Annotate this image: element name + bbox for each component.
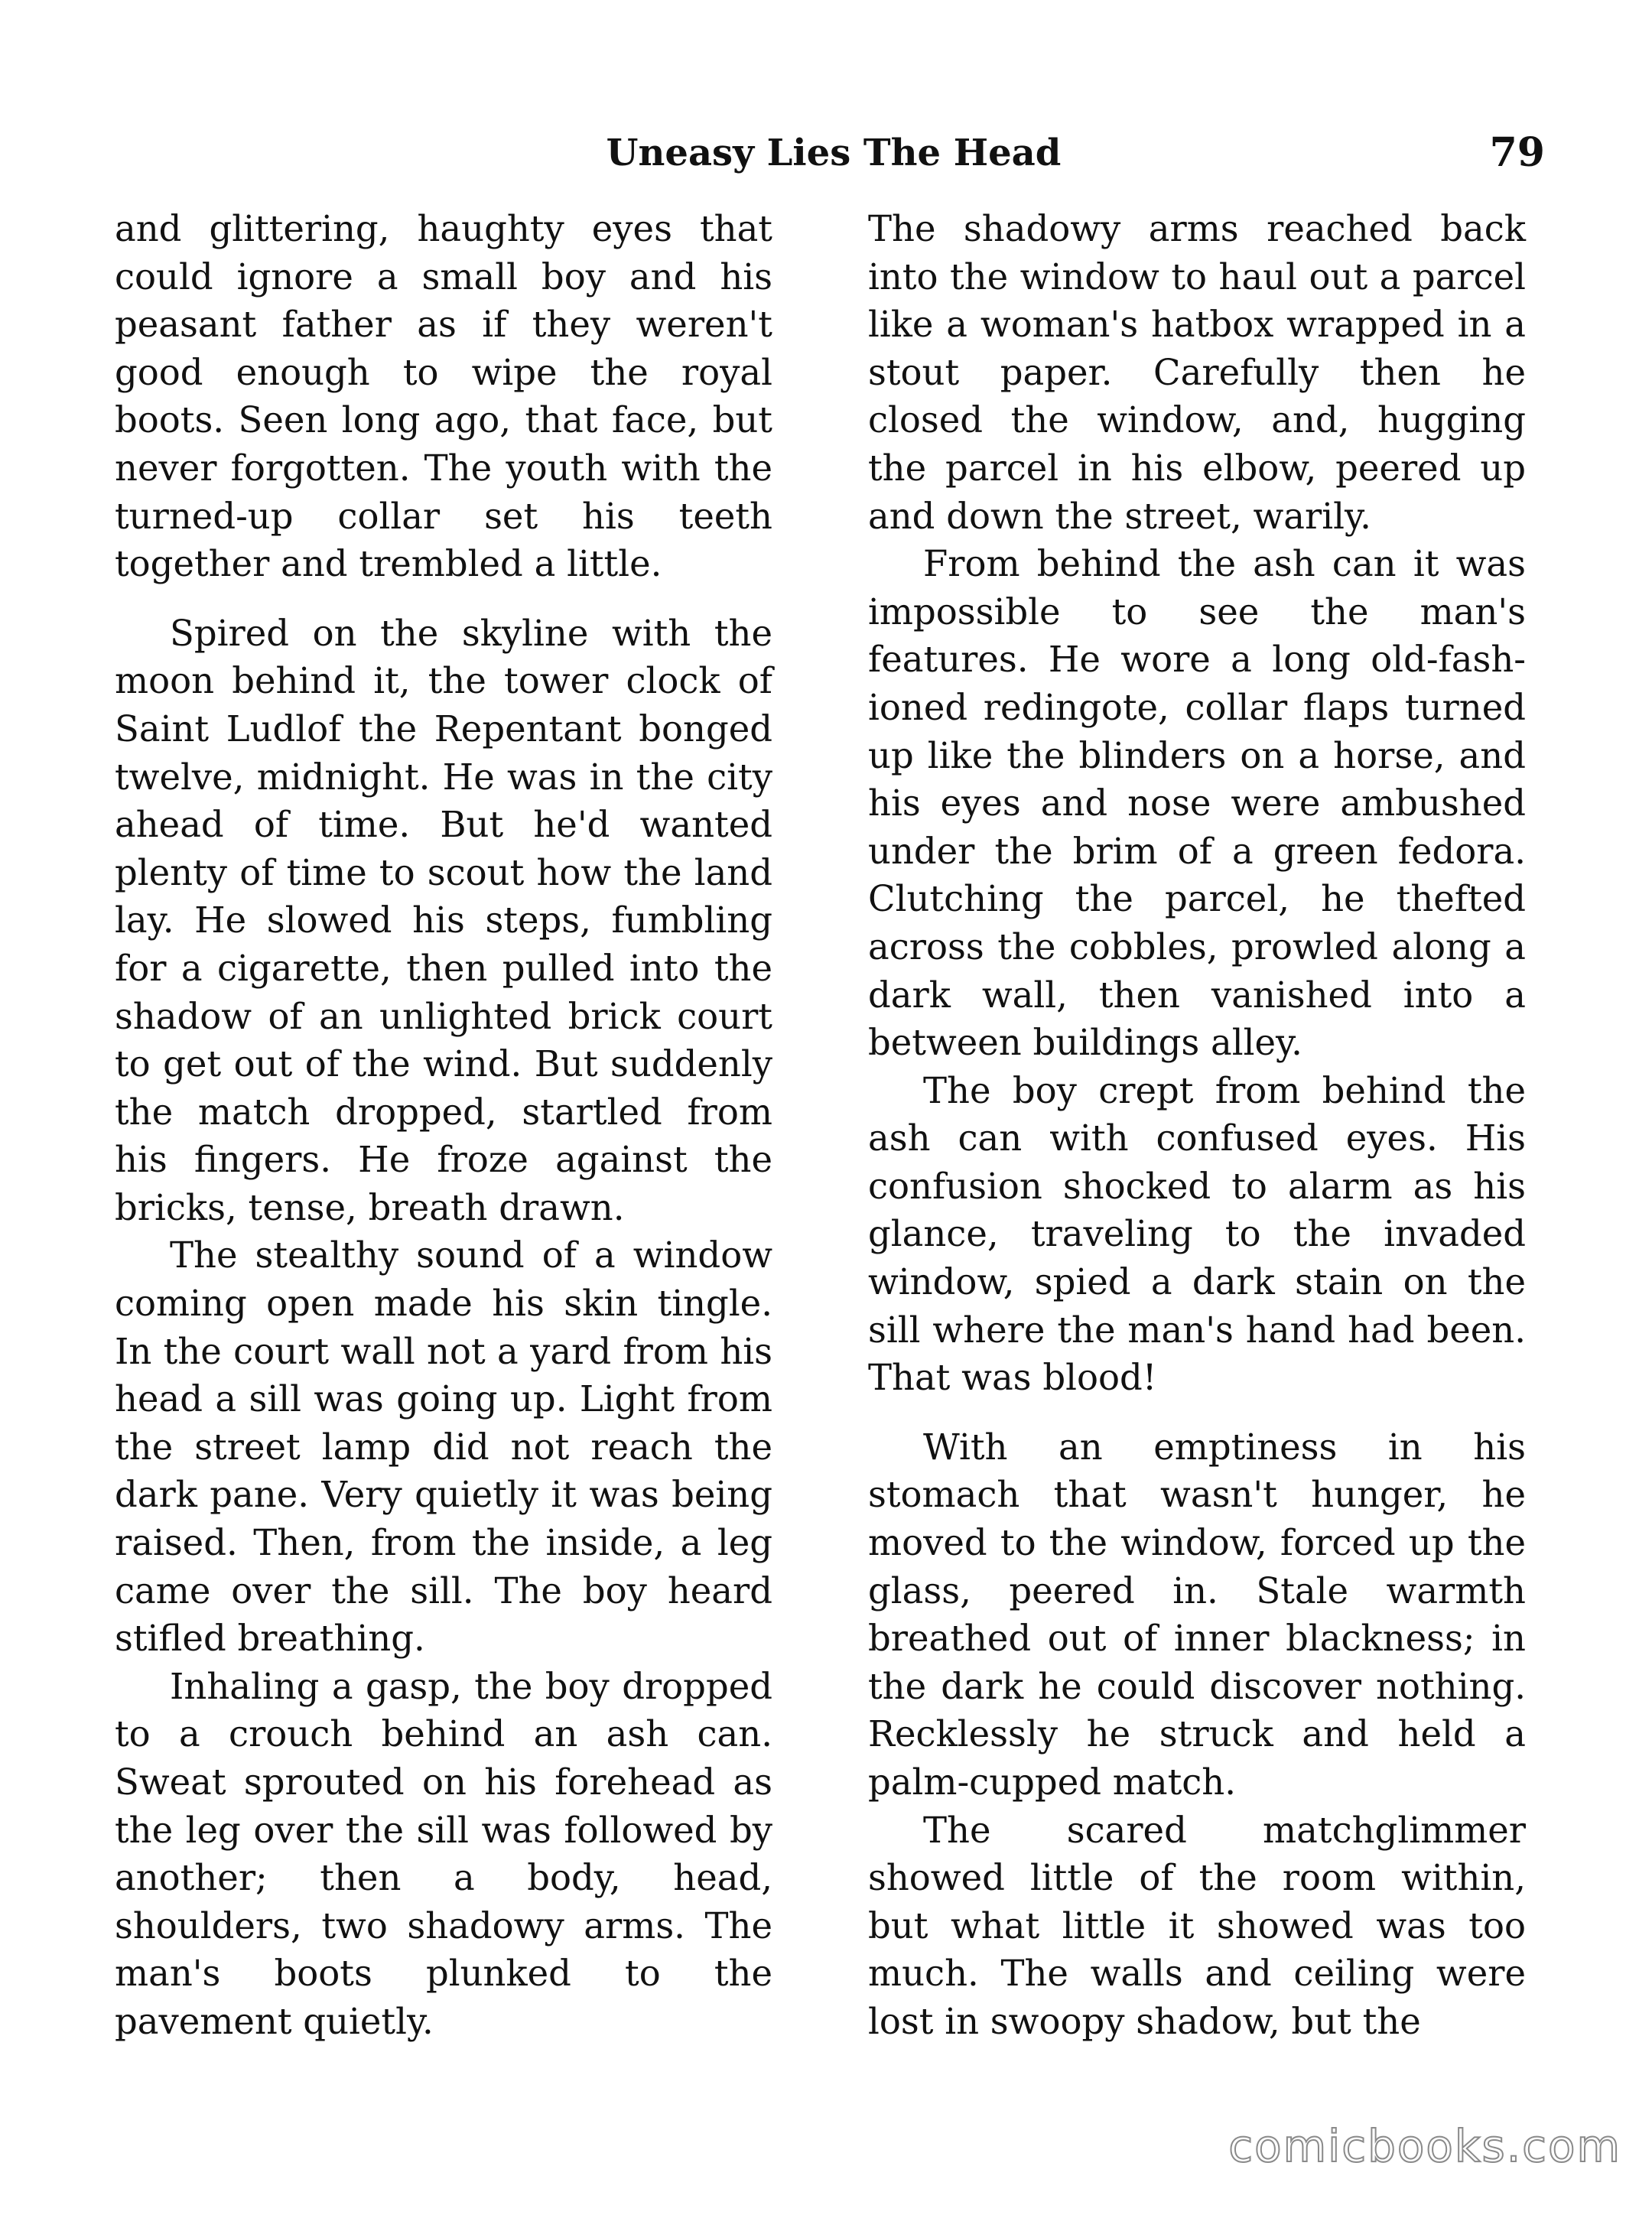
site-watermark: comicbooks.com — [1228, 2120, 1621, 2172]
right-column — [868, 205, 1526, 2046]
left-column — [115, 205, 772, 2046]
page-number: 79 — [1489, 129, 1545, 176]
paragraph: With an emptiness in his stomach that wasn't hunger, he moved to the window, forced up the glass, peered in. Stale warmth breathed out of inner blackness; in the dark he could discover nothing. Recklessly he struck and held a palm-cupped match. — [868, 1426, 1526, 1803]
paragraph: The boy crept from behind the ash can with confused eyes. His confusion shocked to alarm as his glance, traveling to the invaded window, spied a dark stain on the sill where the man's hand had been. That was blood! — [868, 1069, 1526, 1399]
paragraph: Inhaling a gasp, the boy dropped to a crouch behind an ash can. Sweat sprouted on his forehead as the leg over the sill was followed by another; then a body, head, shoulders, two shadowy arms. The man's boots plunked to the pavement quietly. — [115, 1665, 772, 2042]
paragraph: Spired on the skyline with the moon behind it, the tower clock of Saint Ludlof the Repentant bonged twelve, midnight. He was in the city ahead of time. But he'd wanted plenty of time to scout how the land lay. He slowed his steps, fumbling for a cigarette, then pulled into the shadow of an unlighted brick court to get out of the wind. But suddenly the match dropped, startled from his fingers. He froze against the bricks, tense, breath drawn. — [115, 612, 772, 1228]
paragraph: and glittering, haughty eyes that could ignore a small boy and his peasant father as if they weren't good enough to wipe the royal boots. Seen long ago, that face, but never forgotten. The youth with the turned-up collar set his teeth together and trembled a little. — [115, 208, 772, 585]
paragraph: The scared matchglimmer showed little of the room within, but what little it showed was too much. The walls and ceiling were lost in swoopy shadow, but the — [868, 1809, 1526, 2042]
paragraph: From behind the ash can it was impossible to see the man's features. He wore a long old-fashioned redingote, collar flaps turned up like the blinders on a horse, and his eyes and nose were ambushed under the brim of a green fedora. Clutching the parcel, he thefted across the cobbles, prowled along a dark wall, then vanished into a between buildings alley. — [868, 543, 1526, 1064]
paragraph: The stealthy sound of a window coming open made his skin tingle. In the court wall not a yard from his head a sill was going up. Light from the street lamp did not reach the dark pane. Very quietly it was being raised. Then, from the inside, a leg came over the sill. The boy heard stifled breathing. — [115, 1234, 772, 1660]
page-header — [122, 122, 1545, 184]
running-title: Uneasy Lies The Head — [606, 132, 1062, 174]
paragraph: The shadowy arms reached back into the window to haul out a parcel like a woman's hatbox wrapped in a stout paper. Carefully then he closed the window, and, hugging the parcel in his elbow, peered up and down the street, warily. — [868, 208, 1526, 537]
